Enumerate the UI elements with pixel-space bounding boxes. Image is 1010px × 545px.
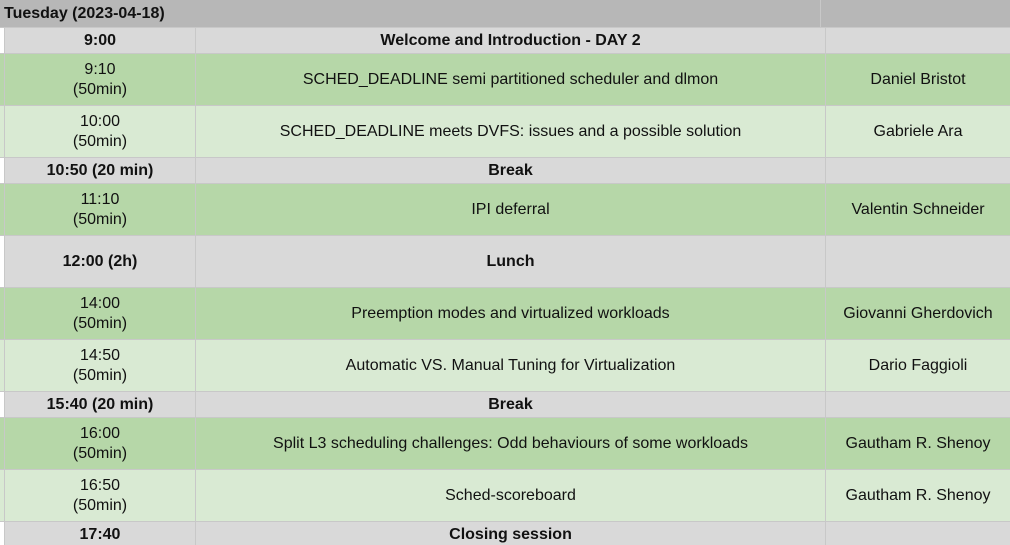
- time-cell[interactable]: [5, 288, 196, 340]
- speaker-cell[interactable]: Giovanni Gherdovich: [826, 288, 1010, 340]
- schedule-row: [0, 470, 1010, 522]
- speaker-cell[interactable]: [826, 392, 1010, 418]
- title-cell[interactable]: IPI deferral: [196, 184, 826, 236]
- time-duration: (50min): [72, 496, 128, 514]
- time-cell[interactable]: [5, 418, 196, 470]
- title-cell[interactable]: Welcome and Introduction - DAY 2: [196, 28, 826, 54]
- time-cell[interactable]: [5, 54, 196, 106]
- time-start: 16:00: [79, 424, 121, 442]
- schedule-row: [0, 54, 1010, 106]
- time-cell[interactable]: 12:00 (2h): [5, 236, 196, 288]
- day-header-cell[interactable]: Tuesday (2023-04-18): [0, 0, 821, 28]
- title-cell[interactable]: Break: [196, 392, 826, 418]
- time-duration: (50min): [72, 314, 128, 332]
- time-start: 10:00: [79, 112, 121, 130]
- title-cell[interactable]: SCHED_DEADLINE meets DVFS: issues and a possible solution: [196, 106, 826, 158]
- time-cell[interactable]: [5, 470, 196, 522]
- time-duration: (50min): [72, 132, 128, 150]
- schedule-row: [0, 236, 1010, 288]
- time-cell[interactable]: 17:40: [5, 522, 196, 545]
- header-empty-cell[interactable]: [821, 0, 1010, 28]
- speaker-cell[interactable]: [826, 28, 1010, 54]
- title-cell[interactable]: Automatic VS. Manual Tuning for Virtualization: [196, 340, 826, 392]
- schedule-row: [0, 106, 1010, 158]
- day-header-row: [0, 0, 1010, 28]
- time-duration: (50min): [72, 210, 128, 228]
- time-cell[interactable]: [5, 106, 196, 158]
- time-duration: (50min): [72, 80, 128, 98]
- time-cell[interactable]: [5, 340, 196, 392]
- time-duration: (50min): [72, 366, 128, 384]
- schedule-row: [0, 392, 1010, 418]
- time-start: 14:00: [79, 294, 121, 312]
- speaker-cell[interactable]: Gabriele Ara: [826, 106, 1010, 158]
- time-start: 16:50: [79, 476, 121, 494]
- title-cell[interactable]: Lunch: [196, 236, 826, 288]
- time-cell[interactable]: 15:40 (20 min): [5, 392, 196, 418]
- speaker-cell[interactable]: [826, 158, 1010, 184]
- title-cell[interactable]: Sched-scoreboard: [196, 470, 826, 522]
- title-cell[interactable]: Closing session: [196, 522, 826, 545]
- time-duration: (50min): [72, 444, 128, 462]
- time-start: 14:50: [79, 346, 121, 364]
- speaker-cell[interactable]: Gautham R. Shenoy: [826, 470, 1010, 522]
- schedule-row: [0, 340, 1010, 392]
- speaker-cell[interactable]: Dario Faggioli: [826, 340, 1010, 392]
- schedule-row: [0, 184, 1010, 236]
- title-cell[interactable]: Break: [196, 158, 826, 184]
- speaker-cell[interactable]: Daniel Bristot: [826, 54, 1010, 106]
- title-cell[interactable]: Split L3 scheduling challenges: Odd behaviours of some workloads: [196, 418, 826, 470]
- schedule-row: [0, 288, 1010, 340]
- time-start: 9:10: [84, 60, 116, 78]
- time-cell[interactable]: [5, 184, 196, 236]
- speaker-cell[interactable]: [826, 522, 1010, 545]
- speaker-cell[interactable]: Valentin Schneider: [826, 184, 1010, 236]
- time-cell[interactable]: 9:00: [5, 28, 196, 54]
- schedule-row: [0, 522, 1010, 545]
- title-cell[interactable]: Preemption modes and virtualized workloads: [196, 288, 826, 340]
- schedule-row: [0, 418, 1010, 470]
- schedule-row: [0, 28, 1010, 54]
- speaker-cell[interactable]: Gautham R. Shenoy: [826, 418, 1010, 470]
- title-cell[interactable]: SCHED_DEADLINE semi partitioned scheduler and dlmon: [196, 54, 826, 106]
- speaker-cell[interactable]: [826, 236, 1010, 288]
- schedule-row: [0, 158, 1010, 184]
- time-start: 11:10: [80, 190, 120, 208]
- time-cell[interactable]: 10:50 (20 min): [5, 158, 196, 184]
